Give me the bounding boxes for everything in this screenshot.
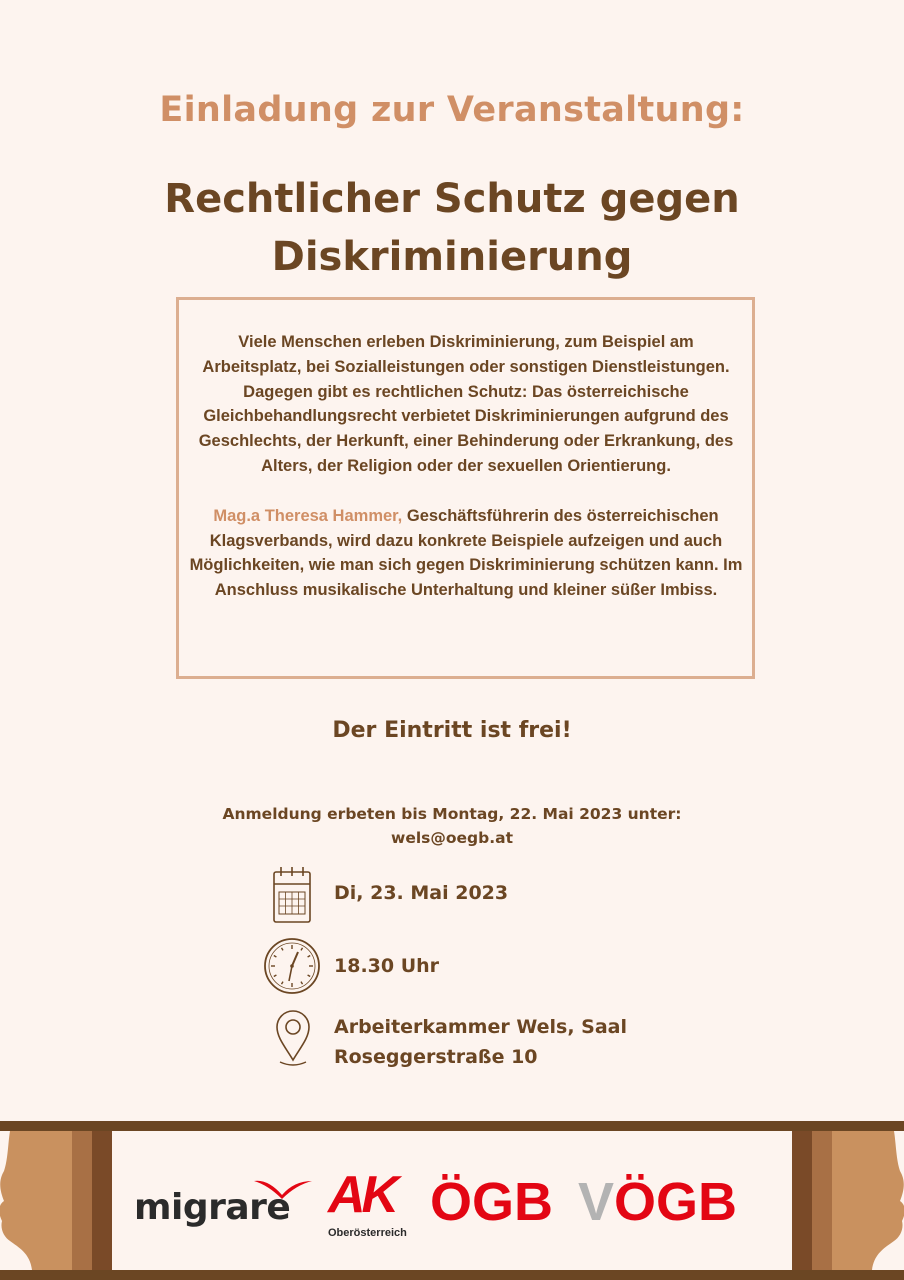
- description-paragraph-1: Viele Menschen erleben Diskriminierung, zum Beispiel am Arbeitsplatz, bei Sozialleistungen oder sonstigen Dienstleistungen. Dagegen gibt es rechtlichen Schutz: Das österreichische Gleichbehandlungsrecht verbietet Diskriminierungen aufgrund des Geschlechts, der Herkunft, einer Behinderung oder Erkrankung, des Alters, der Religion oder der sexuellen Orientierung.: [198, 333, 734, 475]
- description-text: [188, 330, 744, 603]
- title-line-1: Rechtlicher Schutz gegen: [164, 176, 740, 222]
- registration-deadline: Anmeldung erbeten bis Montag, 22. Mai 2023 unter:: [222, 805, 682, 823]
- event-time: 18.30 Uhr: [334, 955, 440, 977]
- description-paragraph-2: [188, 504, 744, 603]
- event-location: [334, 1012, 627, 1072]
- registration-email[interactable]: wels@oegb.at: [391, 829, 513, 847]
- oegb-logo: ÖGB: [430, 1172, 554, 1232]
- ak-region-label: Oberösterreich: [328, 1227, 407, 1239]
- faces-illustration-right: [784, 1131, 904, 1270]
- location-line-2: Roseggerstraße 10: [334, 1046, 538, 1068]
- faces-illustration-left: [0, 1131, 120, 1270]
- speaker-description: Geschäftsführerin des österreichischen Klagsverbands, wird dazu konkrete Beispiele aufzeigen und auch Möglichkeiten, wie man sich gegen Diskriminierung schützen kann. Im Anschluss musikalische Unterhaltung und kleiner süßer Imbiss.: [189, 506, 743, 600]
- ak-logo: AK: [328, 1166, 396, 1224]
- voegb-logo: VÖGB: [578, 1172, 738, 1232]
- location-line-1: Arbeiterkammer Wels, Saal: [334, 1016, 627, 1038]
- footer-top-border: [0, 1121, 904, 1131]
- footer-bottom-border: [0, 1270, 904, 1280]
- registration-info: [0, 802, 904, 850]
- migrare-bird-icon: [254, 1177, 312, 1199]
- title-line-2: Diskriminierung: [271, 234, 633, 280]
- admission-note: Der Eintritt ist frei!: [332, 718, 572, 743]
- migrare-logo: migrare: [134, 1187, 291, 1228]
- event-title: [0, 170, 904, 286]
- event-date: Di, 23. Mai 2023: [334, 882, 509, 904]
- event-subtitle: Einladung zur Veranstaltung:: [159, 90, 745, 130]
- footer-logos: [0, 1131, 904, 1270]
- calendar-icon: [272, 866, 312, 924]
- clock-icon: [262, 936, 322, 996]
- location-pin-icon: [274, 1008, 312, 1068]
- speaker-name: Mag.a Theresa Hammer,: [213, 506, 403, 525]
